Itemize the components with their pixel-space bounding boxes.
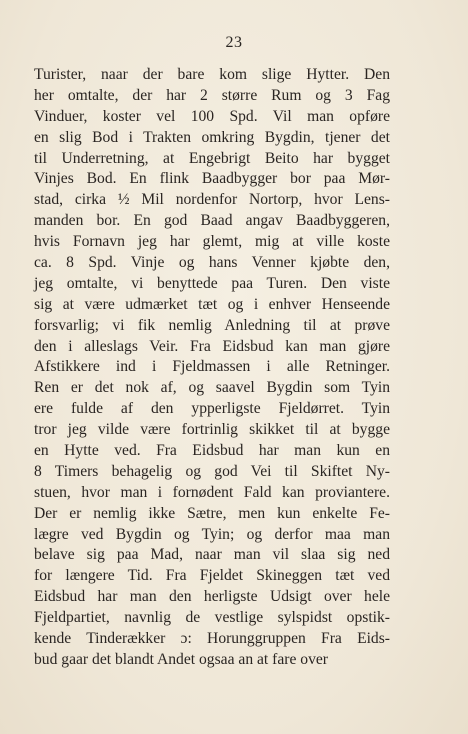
text-line: lægre ved Bygdin og Tyin; og derfor maa man (34, 525, 390, 543)
text-line: 8 Timers behagelig og god Vei til Skiftet Ny- (34, 462, 390, 480)
text-line: for længere Tid. Fra Fjeldet Skineggen tæt ved (34, 567, 390, 585)
text-line: en Hytte ved. Fra Eidsbud har man kun en (34, 442, 390, 460)
text-line: ere fulde af den ypperligste Fjeldørret. Tyin (34, 400, 390, 418)
text-line: Afstikkere ind i Fjeldmassen i alle Retninger. (34, 358, 390, 376)
text-line: Vinjes Bod. En flink Baadbygger bor paa Mør- (34, 170, 390, 188)
text-line: ca. 8 Spd. Vinje og hans Venner kjøbte den, (34, 254, 390, 272)
text-line: forsvarlig; vi fik nemlig Anledning til at prøve (34, 316, 390, 334)
text-line: sig at være udmærket tæt og i enhver Henseende (34, 295, 390, 313)
text-line: manden bor. En god Baad angav Baadbyggeren, (34, 212, 390, 230)
text-line: hvis Fornavn jeg har glemt, mig at ville koste (34, 233, 390, 251)
text-line: belave sig paa Mad, naar man vil slaa sig ned (34, 546, 390, 564)
text-line: den i alleslags Veir. Fra Eidsbud kan man gjøre (34, 337, 390, 355)
text-line: her omtalte, der har 2 større Rum og 3 Fag (34, 86, 390, 104)
text-line: Fjeldpartiet, navnlig de vestlige sylspidst opstik- (34, 609, 390, 627)
text-line: kende Tinderækker ɔ: Horunggruppen Fra Eids- (34, 630, 390, 648)
text-line: Turister, naar der bare kom slige Hytter. Den (34, 66, 390, 83)
body-text (34, 65, 390, 671)
text-line: en slig Bod i Trakten omkring Bygdin, tjener det (34, 128, 390, 146)
text-line: stuen, hvor man i fornødent Fald kan proviantere. (34, 483, 390, 501)
text-line: til Underretning, at Engebrigt Beito har bygget (34, 149, 390, 167)
page-number: 23 (225, 34, 243, 51)
text-line: Ren er det nok af, og saavel Bygdin som Tyin (34, 379, 390, 397)
text-line: stad, cirka ½ Mil nordenfor Nortorp, hvor Lens- (34, 191, 390, 209)
text-line: bud gaar det blandt Andet ogsaa an at fare over (34, 650, 328, 668)
text-line: Vinduer, koster vel 100 Spd. Vil man opføre (34, 107, 390, 125)
text-line: Eidsbud har man den herligste Udsigt over hele (34, 588, 390, 606)
text-line: jeg omtalte, vi benyttede paa Turen. Den viste (34, 274, 390, 292)
text-line: tror jeg vilde være fortrinlig skikket til at bygge (34, 421, 390, 439)
text-line: Der er nemlig ikke Sætre, men kun enkelte Fe- (34, 504, 390, 522)
